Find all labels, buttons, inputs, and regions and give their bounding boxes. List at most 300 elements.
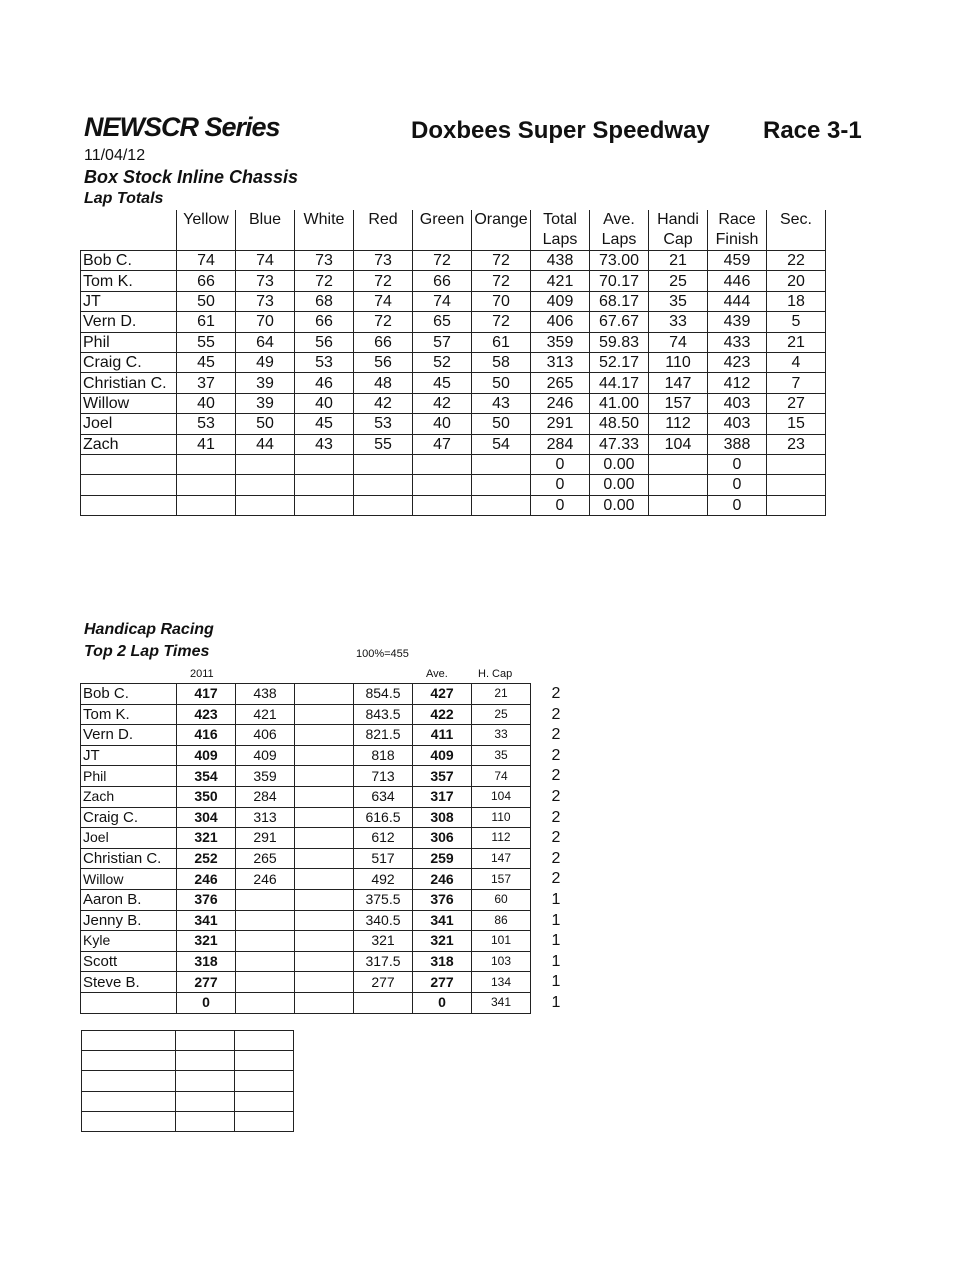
- table-cell: [649, 454, 708, 474]
- table-cell: [649, 495, 708, 515]
- table-cell: 22: [767, 251, 826, 271]
- table-cell: 350: [177, 786, 236, 807]
- table-cell: 4: [767, 352, 826, 372]
- table-cell: 854.5: [354, 684, 413, 705]
- race-count: 1: [551, 890, 561, 908]
- driver-name: Zach: [81, 434, 177, 454]
- table-cell: 73: [354, 251, 413, 271]
- table-cell: 66: [295, 312, 354, 332]
- table-cell: [236, 910, 295, 931]
- table-row: [81, 393, 826, 413]
- table-row: [81, 373, 826, 393]
- table-cell: 45: [295, 414, 354, 434]
- race-count: 2: [551, 808, 561, 826]
- race-count: 2: [551, 829, 561, 847]
- table-cell: 112: [472, 828, 531, 849]
- table-cell: [649, 475, 708, 495]
- table-cell: 321: [177, 931, 236, 952]
- driver-name: Steve B.: [81, 972, 177, 993]
- table-cell: 37: [177, 373, 236, 393]
- table-cell: 409: [413, 745, 472, 766]
- table-cell: 74: [236, 251, 295, 271]
- table-cell: 64: [236, 332, 295, 352]
- table-cell: 277: [413, 972, 472, 993]
- column-header: [295, 210, 354, 251]
- race-title: Race 3-1: [763, 117, 862, 144]
- column-header: [767, 210, 826, 251]
- table-cell: 112: [649, 414, 708, 434]
- blank-cell: [235, 1091, 294, 1111]
- column-header-line1: Race: [718, 211, 756, 228]
- table-cell: 341: [177, 910, 236, 931]
- column-header-line1: Red: [368, 211, 398, 228]
- blank-cell: [235, 1111, 294, 1131]
- driver-name: Tom K.: [81, 271, 177, 291]
- table-cell: 58: [472, 352, 531, 372]
- blank-cell: [82, 1091, 176, 1111]
- table-cell: 422: [413, 704, 472, 725]
- table-cell: 70: [472, 291, 531, 311]
- table-row: [81, 271, 826, 291]
- table-cell: [177, 495, 236, 515]
- table-cell: [354, 992, 413, 1013]
- lap-header-row: [81, 210, 826, 251]
- table-row: [81, 352, 826, 372]
- table-cell: 72: [472, 312, 531, 332]
- race-count: 1: [551, 993, 561, 1011]
- table-cell: [236, 495, 295, 515]
- table-cell: 53: [354, 414, 413, 434]
- table-cell: [295, 495, 354, 515]
- table-cell: 73.00: [590, 251, 649, 271]
- race-count: 2: [551, 746, 561, 764]
- table-cell: 818: [354, 745, 413, 766]
- table-cell: 616.5: [354, 807, 413, 828]
- table-cell: [295, 786, 354, 807]
- driver-name: Craig C.: [81, 352, 177, 372]
- table-cell: 46: [295, 373, 354, 393]
- table-cell: 277: [177, 972, 236, 993]
- table-cell: 72: [354, 312, 413, 332]
- column-header-line1: White: [303, 211, 345, 228]
- lap-totals-heading: Lap Totals: [84, 190, 164, 207]
- table-cell: 388: [708, 434, 767, 454]
- table-cell: 73: [236, 271, 295, 291]
- table-row: [81, 972, 531, 993]
- race-count: 1: [551, 932, 561, 950]
- table-row: [81, 475, 826, 495]
- table-cell: 104: [649, 434, 708, 454]
- table-cell: 25: [649, 271, 708, 291]
- table-row: [81, 889, 531, 910]
- table-cell: [295, 848, 354, 869]
- table-cell: [767, 454, 826, 474]
- table-cell: 7: [767, 373, 826, 393]
- table-cell: [472, 495, 531, 515]
- driver-name: Bob C.: [81, 251, 177, 271]
- table-cell: 72: [354, 271, 413, 291]
- table-cell: [177, 475, 236, 495]
- table-cell: [354, 454, 413, 474]
- series-title: NEWSCR Series: [84, 112, 280, 142]
- table-row: [81, 291, 826, 311]
- race-count: 2: [551, 726, 561, 744]
- table-cell: 42: [413, 393, 472, 413]
- driver-name: [81, 475, 177, 495]
- table-cell: 72: [413, 251, 472, 271]
- table-cell: 55: [177, 332, 236, 352]
- column-header-line1: Green: [419, 211, 465, 228]
- blank-row: [82, 1031, 294, 1051]
- blank-cell: [176, 1051, 235, 1071]
- driver-name: Vern D.: [81, 725, 177, 746]
- column-header-line1: Sec.: [779, 211, 812, 228]
- table-row: [81, 684, 531, 705]
- table-cell: 48.50: [590, 414, 649, 434]
- table-cell: 406: [236, 725, 295, 746]
- table-cell: 68.17: [590, 291, 649, 311]
- column-header-line1: Yellow: [183, 211, 229, 228]
- table-cell: 341: [472, 992, 531, 1013]
- table-cell: 45: [177, 352, 236, 372]
- race-count: 2: [551, 685, 561, 702]
- table-cell: 359: [236, 766, 295, 787]
- table-cell: 306: [413, 828, 472, 849]
- table-cell: 27: [767, 393, 826, 413]
- table-cell: 412: [708, 373, 767, 393]
- blank-row: [82, 1111, 294, 1131]
- column-header-line2: Finish: [715, 231, 759, 248]
- race-count: 2: [551, 849, 561, 867]
- percent-note: 100%=455: [356, 648, 409, 660]
- table-cell: 411: [413, 725, 472, 746]
- blank-grid: [81, 1030, 294, 1132]
- column-header-line1: Orange: [474, 211, 528, 228]
- driver-name: Aaron B.: [81, 889, 177, 910]
- table-cell: 821.5: [354, 725, 413, 746]
- table-cell: 259: [413, 848, 472, 869]
- driver-name: [81, 454, 177, 474]
- table-row: [81, 786, 531, 807]
- table-cell: 5: [767, 312, 826, 332]
- table-cell: 438: [531, 251, 590, 271]
- table-row: [81, 332, 826, 352]
- blank-row: [82, 1071, 294, 1091]
- table-cell: 15: [767, 414, 826, 434]
- table-cell: 376: [177, 889, 236, 910]
- driver-name: Joel: [81, 414, 177, 434]
- table-cell: 61: [472, 332, 531, 352]
- table-cell: 0: [531, 454, 590, 474]
- table-cell: 0: [708, 454, 767, 474]
- table-cell: 409: [236, 745, 295, 766]
- table-cell: [472, 454, 531, 474]
- driver-name: JT: [81, 745, 177, 766]
- driver-name: Christian C.: [81, 373, 177, 393]
- table-cell: 66: [177, 271, 236, 291]
- table-cell: 104: [472, 786, 531, 807]
- table-row: [81, 704, 531, 725]
- table-cell: 406: [531, 312, 590, 332]
- table-cell: 21: [767, 332, 826, 352]
- table-cell: 44: [236, 434, 295, 454]
- table-cell: 110: [649, 352, 708, 372]
- table-cell: 74: [413, 291, 472, 311]
- blank-cell: [235, 1071, 294, 1091]
- table-cell: 65: [413, 312, 472, 332]
- table-cell: [767, 475, 826, 495]
- table-cell: 308: [413, 807, 472, 828]
- table-cell: 0: [531, 495, 590, 515]
- table-cell: 50: [236, 414, 295, 434]
- column-header-line1: Blue: [248, 211, 282, 228]
- table-cell: 40: [295, 393, 354, 413]
- table-cell: 72: [472, 251, 531, 271]
- column-header-line1: Ave.: [603, 211, 635, 228]
- table-cell: 318: [177, 951, 236, 972]
- table-cell: [295, 951, 354, 972]
- table-cell: 66: [354, 332, 413, 352]
- column-header: [236, 210, 295, 251]
- table-row: [81, 495, 826, 515]
- table-cell: [295, 972, 354, 993]
- table-cell: [295, 475, 354, 495]
- table-cell: 52.17: [590, 352, 649, 372]
- table-cell: 23: [767, 434, 826, 454]
- race-date: 11/04/12: [84, 147, 146, 164]
- blank-cell: [176, 1071, 235, 1091]
- table-cell: [354, 495, 413, 515]
- table-cell: 61: [177, 312, 236, 332]
- table-cell: 277: [354, 972, 413, 993]
- race-count: 1: [551, 952, 561, 970]
- table-cell: 50: [472, 414, 531, 434]
- table-cell: 56: [295, 332, 354, 352]
- table-cell: 43: [295, 434, 354, 454]
- table-cell: 53: [177, 414, 236, 434]
- table-cell: [413, 495, 472, 515]
- table-cell: 35: [472, 745, 531, 766]
- table-cell: 147: [472, 848, 531, 869]
- table-cell: 416: [177, 725, 236, 746]
- driver-name: Joel: [81, 828, 177, 849]
- handicap-title: Handicap Racing: [84, 621, 214, 638]
- driver-name: Zach: [81, 786, 177, 807]
- table-cell: 321: [413, 931, 472, 952]
- table-cell: 72: [472, 271, 531, 291]
- table-cell: [295, 828, 354, 849]
- race-count: 2: [551, 767, 561, 785]
- table-cell: 74: [649, 332, 708, 352]
- blank-cell: [176, 1031, 235, 1051]
- table-cell: 25: [472, 704, 531, 725]
- table-cell: 49: [236, 352, 295, 372]
- table-cell: 612: [354, 828, 413, 849]
- table-cell: 403: [708, 414, 767, 434]
- table-cell: 55: [354, 434, 413, 454]
- column-header-line2: Cap: [663, 231, 693, 248]
- table-cell: [767, 495, 826, 515]
- table-cell: 66: [413, 271, 472, 291]
- table-cell: 438: [236, 684, 295, 705]
- table-cell: 359: [531, 332, 590, 352]
- table-cell: 265: [531, 373, 590, 393]
- table-cell: 0: [413, 992, 472, 1013]
- table-cell: 0.00: [590, 454, 649, 474]
- column-header: [708, 210, 767, 251]
- top2-title: Top 2 Lap Times: [84, 643, 210, 660]
- driver-name: Christian C.: [81, 848, 177, 869]
- column-header: [177, 210, 236, 251]
- header-blank: [81, 210, 177, 251]
- driver-name: JT: [81, 291, 177, 311]
- table-cell: 246: [177, 869, 236, 890]
- table-cell: 340.5: [354, 910, 413, 931]
- table-cell: [413, 475, 472, 495]
- table-row: [81, 312, 826, 332]
- table-cell: 103: [472, 951, 531, 972]
- table-cell: [295, 807, 354, 828]
- table-cell: 74: [177, 251, 236, 271]
- column-header: [649, 210, 708, 251]
- table-cell: [236, 931, 295, 952]
- blank-cell: [82, 1071, 176, 1091]
- driver-name: Tom K.: [81, 704, 177, 725]
- table-cell: 57: [413, 332, 472, 352]
- blank-cell: [235, 1031, 294, 1051]
- table-cell: 291: [236, 828, 295, 849]
- table-row: [81, 745, 531, 766]
- table-cell: 41: [177, 434, 236, 454]
- table-cell: 409: [177, 745, 236, 766]
- table-cell: 68: [295, 291, 354, 311]
- table-cell: 403: [708, 393, 767, 413]
- table-cell: [295, 725, 354, 746]
- table-cell: 157: [472, 869, 531, 890]
- table-cell: 0: [708, 495, 767, 515]
- driver-name: Scott: [81, 951, 177, 972]
- table-cell: 54: [472, 434, 531, 454]
- table-cell: [295, 931, 354, 952]
- table-cell: 517: [354, 848, 413, 869]
- table-cell: 246: [236, 869, 295, 890]
- blank-cell: [82, 1031, 176, 1051]
- driver-name: Craig C.: [81, 807, 177, 828]
- table-cell: 459: [708, 251, 767, 271]
- table-cell: [413, 454, 472, 474]
- driver-name: Phil: [81, 766, 177, 787]
- table-cell: 42: [354, 393, 413, 413]
- table-cell: 291: [531, 414, 590, 434]
- driver-name: Jenny B.: [81, 910, 177, 931]
- table-cell: 446: [708, 271, 767, 291]
- table-cell: 53: [295, 352, 354, 372]
- table-cell: 41.00: [590, 393, 649, 413]
- driver-name: Bob C.: [81, 684, 177, 705]
- blank-row: [82, 1051, 294, 1071]
- table-cell: 45: [413, 373, 472, 393]
- table-cell: 376: [413, 889, 472, 910]
- table-cell: 0: [531, 475, 590, 495]
- driver-name: [81, 495, 177, 515]
- table-cell: 74: [472, 766, 531, 787]
- table-cell: [177, 454, 236, 474]
- table-cell: 423: [708, 352, 767, 372]
- table-row: [81, 414, 826, 434]
- table-cell: 357: [413, 766, 472, 787]
- table-cell: [236, 889, 295, 910]
- table-cell: 101: [472, 931, 531, 952]
- table-row: [81, 434, 826, 454]
- driver-name: Vern D.: [81, 312, 177, 332]
- table-cell: 252: [177, 848, 236, 869]
- column-header: [413, 210, 472, 251]
- table-row: [81, 725, 531, 746]
- table-cell: 56: [354, 352, 413, 372]
- table-cell: 21: [472, 684, 531, 705]
- handicap-table: [80, 683, 531, 1014]
- table-row: [81, 454, 826, 474]
- table-cell: 313: [236, 807, 295, 828]
- race-count-column: [549, 684, 563, 1014]
- table-cell: 59.83: [590, 332, 649, 352]
- table-cell: [295, 910, 354, 931]
- table-cell: 39: [236, 373, 295, 393]
- driver-name: Willow: [81, 393, 177, 413]
- table-cell: [295, 889, 354, 910]
- race-count: 2: [551, 705, 561, 723]
- table-cell: 47: [413, 434, 472, 454]
- table-row: [81, 951, 531, 972]
- class-title: Box Stock Inline Chassis: [84, 167, 299, 187]
- table-cell: 110: [472, 807, 531, 828]
- table-cell: [236, 454, 295, 474]
- table-cell: [354, 475, 413, 495]
- driver-name: Kyle: [81, 931, 177, 952]
- table-cell: 417: [177, 684, 236, 705]
- table-cell: [295, 992, 354, 1013]
- table-cell: 73: [295, 251, 354, 271]
- table-cell: 634: [354, 786, 413, 807]
- table-cell: 67.67: [590, 312, 649, 332]
- table-cell: 21: [649, 251, 708, 271]
- col-2011-label: 2011: [190, 668, 214, 680]
- table-cell: 375.5: [354, 889, 413, 910]
- table-row: [81, 251, 826, 271]
- table-cell: 321: [354, 931, 413, 952]
- table-row: [81, 931, 531, 952]
- table-cell: 427: [413, 684, 472, 705]
- race-count: 1: [551, 973, 561, 991]
- blank-cell: [176, 1091, 235, 1111]
- driver-name: [81, 992, 177, 1013]
- table-row: [81, 910, 531, 931]
- table-cell: 33: [649, 312, 708, 332]
- table-cell: 134: [472, 972, 531, 993]
- table-cell: 354: [177, 766, 236, 787]
- blank-row: [82, 1091, 294, 1111]
- blank-cell: [82, 1051, 176, 1071]
- table-cell: 86: [472, 910, 531, 931]
- table-cell: 843.5: [354, 704, 413, 725]
- table-cell: 313: [531, 352, 590, 372]
- col-ave-label: Ave.: [426, 668, 448, 680]
- table-cell: 341: [413, 910, 472, 931]
- track-title: Doxbees Super Speedway: [411, 117, 710, 144]
- table-cell: 246: [531, 393, 590, 413]
- table-cell: [295, 454, 354, 474]
- column-header-line1: Handi: [657, 211, 699, 228]
